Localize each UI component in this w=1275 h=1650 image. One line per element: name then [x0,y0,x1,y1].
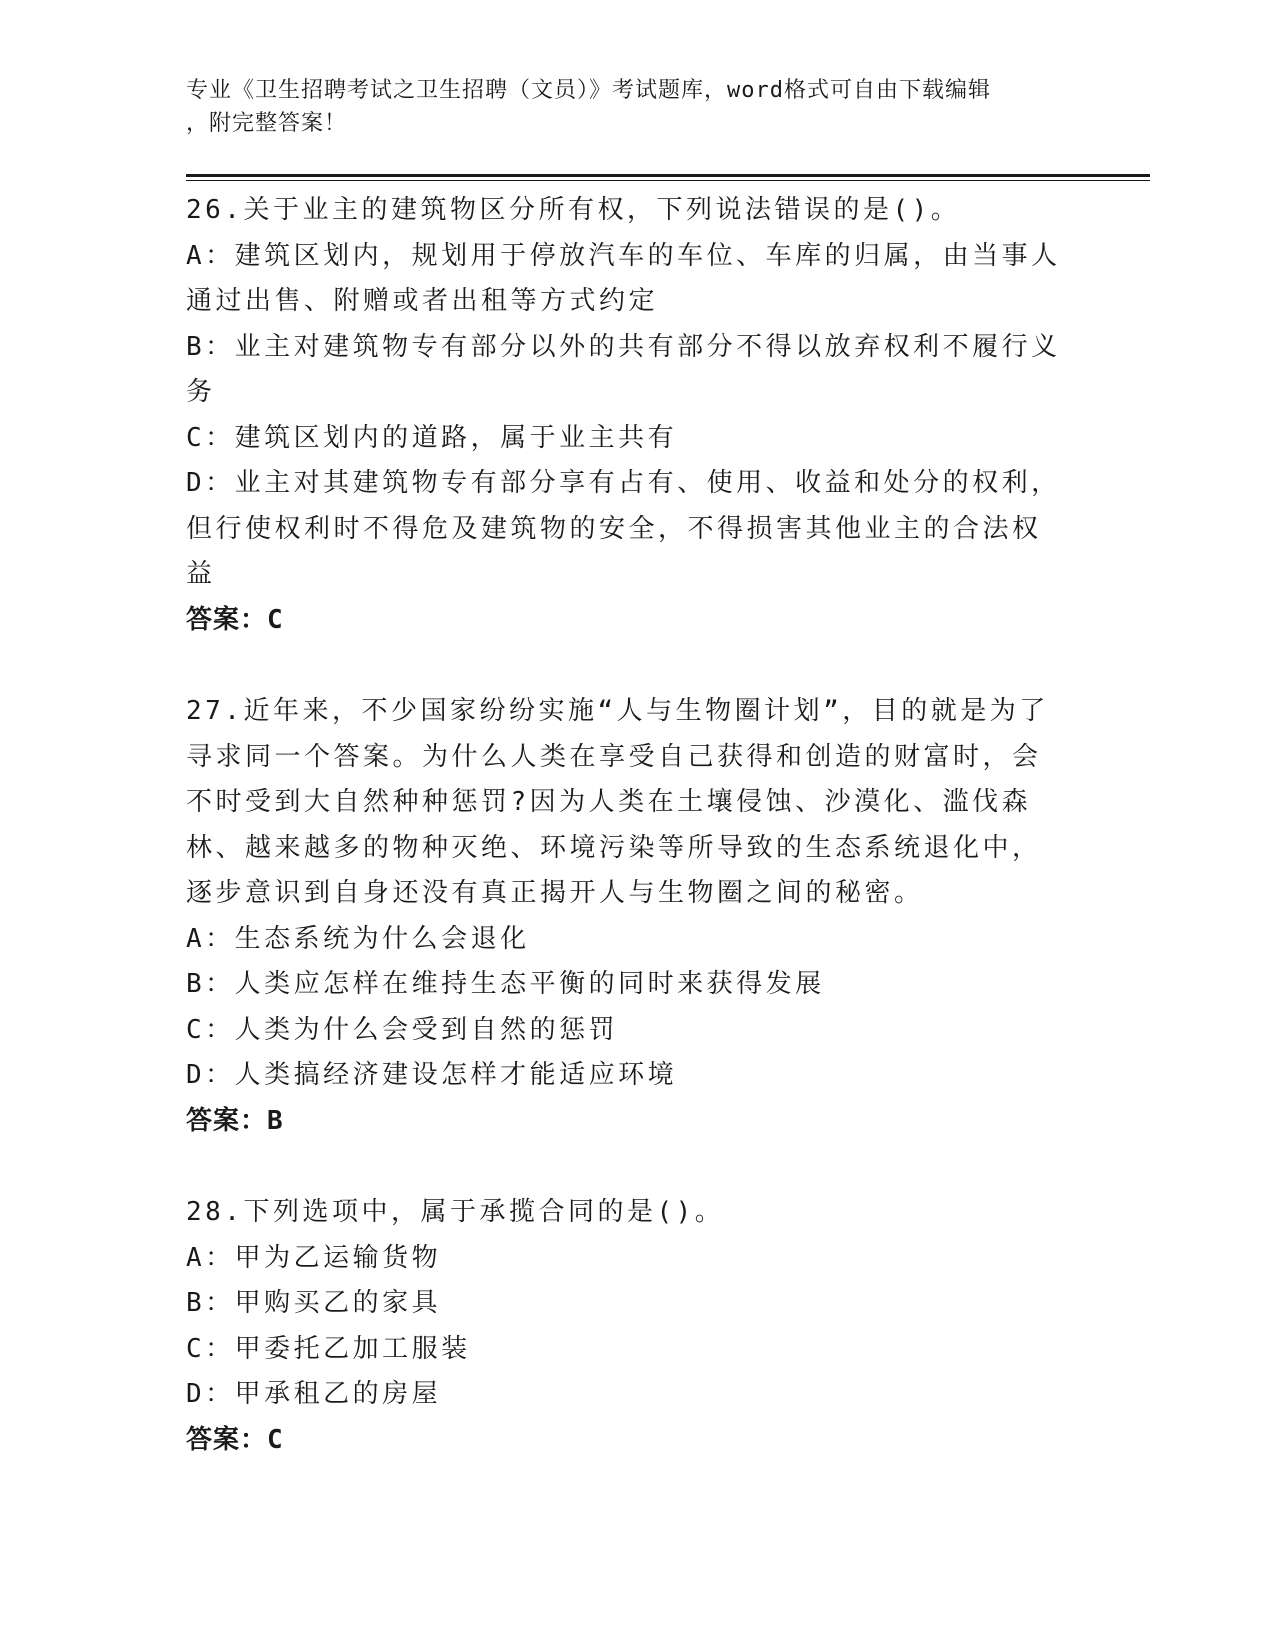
header-line-1: 专业《卫生招聘考试之卫生招聘（文员）》考试题库，word格式可自由下载编辑 [186,78,991,103]
option-d: D：甲承租乙的房屋 [186,1379,442,1409]
question-stem: 27.近年来，不少国家纷纷实施“人与生物圈计划”，目的就是为了寻求同一个答案。为什么人类在享受自己获得和创造的财富时，会不时受到大自然种种惩罚?因为人类在土壤侵蚀、沙漠化、滥伐森林、越来越多的物种灭绝、环境污染等所导致的生态系统退化中，逐步意识到自身还没有真正揭开人与生物圈之间的秘密。 [186,696,1049,908]
option-c: C：甲委托乙加工服装 [186,1333,471,1364]
option-a: A：甲为乙运输货物 [186,1242,442,1273]
header-divider-thick [186,174,1150,177]
option-c: C：人类为什么会受到自然的惩罚 [186,1014,619,1045]
option-b: B：业主对建筑物专有部分以外的共有部分不得以放弃权利不履行义务 [186,331,1061,407]
option-a: A：建筑区划内，规划用于停放汽车的车位、车库的归属，由当事人通过出售、附赠或者出租等方式约定 [186,240,1061,316]
option-d: D：业主对其建筑物专有部分享有占有、使用、收益和处分的权利，但行使权利时不得危及建筑物的安全，不得损害其他业主的合法权益 [186,468,1061,589]
question-27 [186,689,1066,1144]
question-list [186,188,1066,1509]
question-stem: 28.下列选项中，属于承揽合同的是()。 [186,1197,725,1227]
header-line-2: ，附完整答案！ [186,111,348,136]
question-26 [186,188,1066,643]
answer: 答案：C [186,604,284,635]
answer: 答案：B [186,1105,284,1136]
option-a: A：生态系统为什么会退化 [186,923,530,954]
answer: 答案：C [186,1424,284,1455]
question-28 [186,1190,1066,1463]
header-divider-thin [186,180,1150,181]
question-stem: 26.关于业主的建筑物区分所有权，下列说法错误的是()。 [186,195,961,225]
option-d: D：人类搞经济建设怎样才能适应环境 [186,1060,678,1090]
document-header [186,74,1066,140]
option-b: B：甲购买乙的家具 [186,1288,442,1318]
option-b: B：人类应怎样在维持生态平衡的同时来获得发展 [186,969,825,999]
option-c: C：建筑区划内的道路，属于业主共有 [186,422,678,453]
